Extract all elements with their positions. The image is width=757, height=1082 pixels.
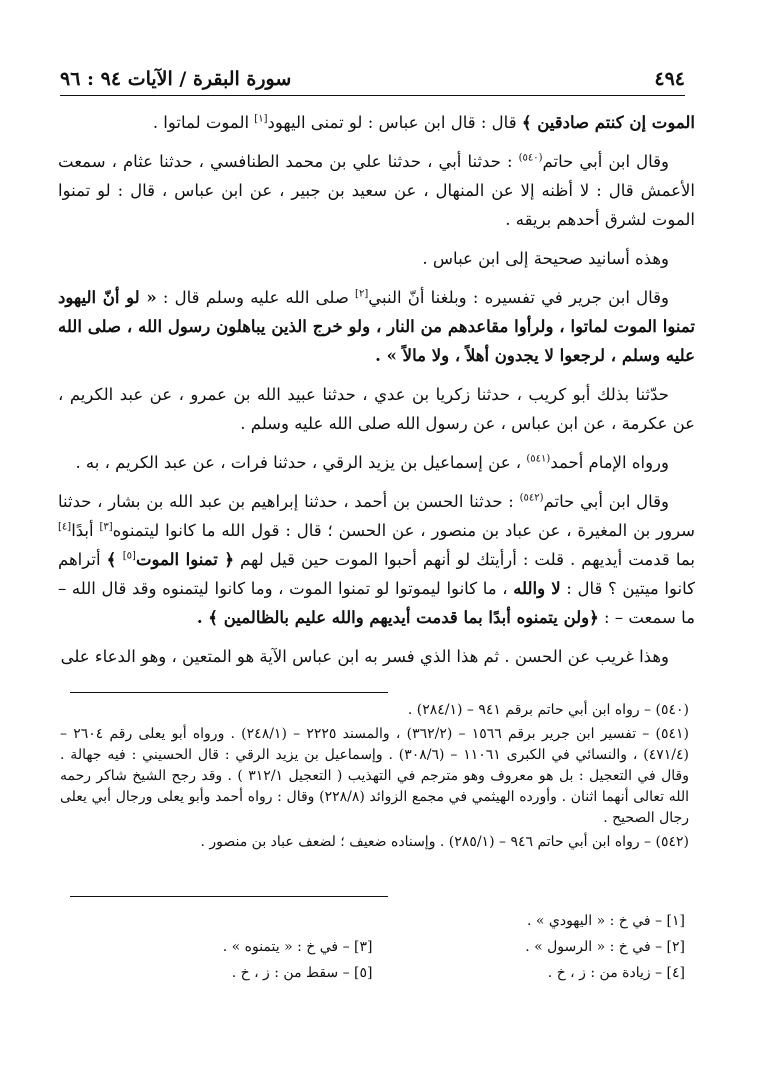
footnote-540: (٥٤٠) – رواه ابن أبي حاتم برقم ٩٤١ – (٢٨٤/١) . xyxy=(407,702,689,718)
footnote-mark: (٥٤٢) xyxy=(519,492,544,504)
surah-info: سورة البقرة / الآيات ٩٤ : ٩٦ xyxy=(60,68,292,90)
footnote-541: (٥٤١) – تفسير ابن جرير برقم ١٥٦٦ – (٣٦٢/٢) ، والمسند ٢٢٢٥ – (٢٤٨/١) . ورواه أبو يعلى رقم ٢٦٠٤ – (٤٧١/٤) ، والنسائي في الكبرى ١١٠٦١ – (٣٠٨/٦) . وإسماعيل بن يزيد الرقي : قال الحسيني : فيه جهالة . وقال في التعجيل : بل هو معروف وهو مترجم في التهذيب ( التعجيل ٣١٢/١ ) . وقد رجح الشيخ شاكر رحمه الله تعالى أنهما اثنان . وأورده الهيثمي في مجمع الزوائد (٢٢٨/٨) وقال : رواه أحمد وأبو يعلى ورجال أبي يعلى رجال الصحيح . xyxy=(60,726,690,826)
running-header xyxy=(60,60,685,90)
hadith-quote: « لو أنّ اليهود تمنوا الموت لماتوا ، ولرأوا مقاعدهم من النار ، ولو خرج الذين يباهلون رسول الله ، صلى الله عليه وسلم ، لرجعوا لا يجدون أهلاً ، ولا مالاً » . xyxy=(58,288,695,365)
variant-note: [١] – في خ : « اليهودي » . xyxy=(526,913,685,929)
variant-mark: [٣] xyxy=(99,521,113,533)
paragraph-8: وهذا غريب عن الحسن . ثم هذا الذي فسر به ابن عباس الآية هو المتعين ، وهو الدعاء على xyxy=(60,647,669,666)
variant-note: [٥] – سقط من : ز ، خ . xyxy=(231,965,373,981)
page-number: ٤٩٤ xyxy=(654,68,685,90)
variant-mark: [١] xyxy=(254,113,268,125)
variant-mark: [٤] xyxy=(58,521,72,533)
quran-quote: الموت إن كنتم صادقين ﴾ xyxy=(521,113,695,132)
paragraph-3: وهذه أسانيد صحيحة إلى ابن عباس . xyxy=(422,249,669,268)
footnotes xyxy=(60,700,689,856)
paragraph-2: وقال ابن أبي حاتم$^{(٥٤٠)}$ : حدثنا أبي ، حدثنا علي بن محمد الطنافسي ، حدثنا عثام ، سمعت الأعمش قال : لا أظنه إلا عن المنهال ، عن سعيد بن جبير ، عن ابن عباس ، قال : لو تمنوا الموت لشرق أحدهم بريقه . xyxy=(58,152,695,229)
paragraph-7: وقال ابن أبي حاتم$^{(٥٤٢)}$ : حدثنا الحسن بن أحمد ، حدثنا إبراهيم بن عبد الله بن بشار ، حدثنا سرور بن المغيرة ، عن عباد بن منصور ، عن الحسن ؛ قال : قول الله ما كانوا ليتمنوه[٣] أبدًا[٤] بما قدمت أيديهم . قلت : أرأيتك لو أنهم أحبوا الموت حين قيل لهم ﴿ تمنوا الموت[٥] ﴾ أتراهم كانوا ميتين ؟ قال : لا والله ، ما كانوا ليموتوا لو تمنوا الموت ، وما كانوا ليتمنوه وقد قال الله – ما سمعت – : ﴿ولن يتمنوه أبدًا بما قدمت أيديهم والله عليم بالظالمين ﴾ . xyxy=(58,492,695,627)
quran-quote: ﴿ تمنوا الموت xyxy=(135,550,235,569)
footnote-rule xyxy=(70,692,388,693)
variant-row xyxy=(60,908,685,934)
variant-note: [٢] – في خ : « الرسول » . xyxy=(525,939,685,955)
paragraph-1: الموت إن كنتم صادقين ﴾ قال : قال ابن عباس : لو تمنى اليهود[١] الموت لماتوا . xyxy=(152,113,695,132)
variant-note xyxy=(60,908,373,934)
variant-row xyxy=(60,960,685,986)
main-text xyxy=(58,108,695,681)
variant-row xyxy=(60,934,685,960)
paragraph-4: وقال ابن جرير في تفسيره : وبلغنا أنّ النبي[٢] صلى الله عليه وسلم قال : « لو أنّ اليهود تمنوا الموت لماتوا ، ولرأوا مقاعدهم من النار ، ولو خرج الذين يباهلون رسول الله ، صلى الله عليه وسلم ، لرجعوا لا يجدون أهلاً ، ولا مالاً » . xyxy=(58,288,695,365)
paragraph-6: ورواه الإمام أحمد$^{(٥٤١)}$ ، عن إسماعيل بن يزيد الرقي ، حدثنا فرات ، عن عبد الكريم ، به . xyxy=(75,453,669,472)
variant-mark: [٥] xyxy=(122,550,136,562)
variants-rule xyxy=(70,896,388,897)
header-rule xyxy=(60,95,685,96)
footnote-mark: (٥٤١) xyxy=(526,453,551,465)
variant-notes xyxy=(60,908,685,986)
paragraph-5: حدّثنا بذلك أبو كريب ، حدثنا زكريا بن عدي ، حدثنا عبيد الله بن عمرو ، عن عبد الكريم ، عن عكرمة ، عن ابن عباس ، عن رسول الله صلى الله عليه وسلم . xyxy=(58,385,695,433)
footnote-mark: (٥٤٠) xyxy=(518,152,543,164)
emphasis-text: لا والله xyxy=(513,579,561,598)
variant-mark: [٢] xyxy=(355,288,369,300)
variant-note: [٤] – زيادة من : ز ، خ . xyxy=(547,965,685,981)
footnote-542: (٥٤٢) – رواه ابن أبي حاتم ٩٤٦ – (٢٨٥/١) . وإسناده ضعيف ؛ لضعف عباد بن منصور . xyxy=(200,834,689,850)
quran-quote: ﴿ولن يتمنوه أبدًا بما قدمت أيديهم والله عليم بالظالمين ﴾ . xyxy=(196,608,599,627)
variant-note: [٣] – في خ : « يتمنوه » . xyxy=(222,939,373,955)
